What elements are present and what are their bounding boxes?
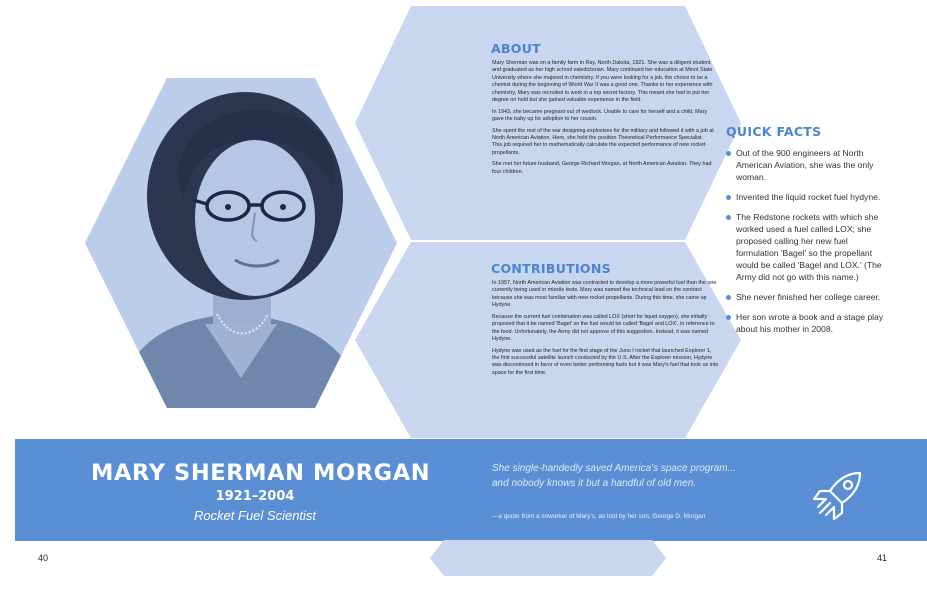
bullet-dot: [726, 151, 731, 156]
quote: [492, 461, 792, 491]
page-number-left: 40: [38, 553, 49, 563]
about-title: ABOUT: [491, 41, 542, 56]
quick-facts-list: [726, 147, 891, 335]
fact-text: The Redstone rockets with which she worked used a fuel called LOX; she proposed calling her new fuel formulation 'Bagel' so the propellant would be called 'Bagel and LOX.' (The Army did not go with this name.): [736, 212, 882, 282]
fact-item: [726, 311, 891, 335]
quote-line: She single-handedly saved America's space program...: [492, 463, 736, 474]
bullet-dot: [726, 215, 731, 220]
fact-text: Invented the liquid rocket fuel hydyne.: [736, 192, 881, 202]
life-years: 1921–2004: [215, 489, 295, 504]
quick-facts: [726, 124, 891, 343]
fact-item: [726, 291, 891, 303]
fact-item: [726, 147, 891, 183]
about-paragraph: She spent the rest of the war designing explosives for the military and followed it with a job at North American Aviation. Here, she held the position Theoretical Performance Specialist. This job required her to mathematically calculate the expected performance of new rocket propellants.: [492, 127, 714, 156]
contributions-paragraph: In 1957, North American Aviation was contracted to develop a more powerful fuel than the one currently being used in missile tests. Mary was named the technical lead on the contract because she was most familiar with new rocket propellants. During this time, she came up Hydyne.: [492, 280, 717, 309]
contributions-paragraph: Hydyne was used as the fuel for the first stage of the Juno I rocket that launched Explorer 1, the first successful satellite launch conducted by the U.S. After the Explorer mission, Hydyne was discontinued in favor of even better performing fuels but it was Mary's fuel that took us into space for the first time.: [492, 347, 719, 376]
fact-text: Her son wrote a book and a stage play about his mother in 2008.: [736, 312, 884, 334]
page-number-right: 41: [877, 553, 888, 563]
contributions-title: CONTRIBUTIONS: [491, 261, 611, 276]
about-paragraph: She met her future husband, George Richard Morgan, at North American Aviation. They had four children.: [492, 161, 712, 175]
bullet-dot: [726, 315, 731, 320]
title-banner: [15, 439, 927, 541]
quote-line: and nobody knows it but a handful of old men.: [492, 478, 697, 489]
decorative-hexagon: [430, 540, 666, 576]
contributions-paragraph: Because the current fuel combination was called LOX (short for liquid oxygen), she initially proposed that it be named 'Bagel' so the fuel would be called 'Bagel and LOX', in reference to the food. Unfortunately, the Army did not approve of this suggestion. Instead, it was named Hydyne.: [492, 313, 715, 343]
person-role: Rocket Fuel Scientist: [193, 508, 317, 523]
contributions-text: [492, 280, 720, 381]
fact-item: [726, 191, 891, 203]
about-paragraph: In 1943, she became pregnant out of wedlock. Unable to care for herself and a child, Mary gave the baby up for adoption to her cousin.: [492, 108, 708, 123]
rocket-icon: [808, 465, 868, 525]
fact-text: She never finished her college career.: [736, 292, 881, 302]
quote-attribution: —a quote from a coworker of Mary's, as told by her son, George D. Morgan: [492, 513, 706, 520]
bullet-dot: [726, 195, 731, 200]
about-paragraph: Mary Sherman was on a family farm in Ray, North Dakota, 1921. She was a diligent student and graduated as her high school valedictorian. Mary continued her education at Minot State University where she majored in chemistry. If you were looking for a job, the choice to be a chemist during the beginning of World War II was a good one. Thanks to her experience with chemistry, Mary was recruited to work in a top secret factory. This meant she had to put her degree on hold but she gained valuable experience in the field.: [492, 60, 713, 104]
fact-text: Out of the 900 engineers at North American Aviation, she was the only woman.: [736, 148, 874, 182]
fact-item: [726, 211, 891, 283]
bullet-dot: [726, 295, 731, 300]
portrait-photo: [85, 78, 397, 408]
about-text: [492, 60, 714, 180]
person-name: MARY SHERMAN MORGAN: [91, 460, 431, 486]
quick-facts-title: QUICK FACTS: [726, 124, 822, 139]
